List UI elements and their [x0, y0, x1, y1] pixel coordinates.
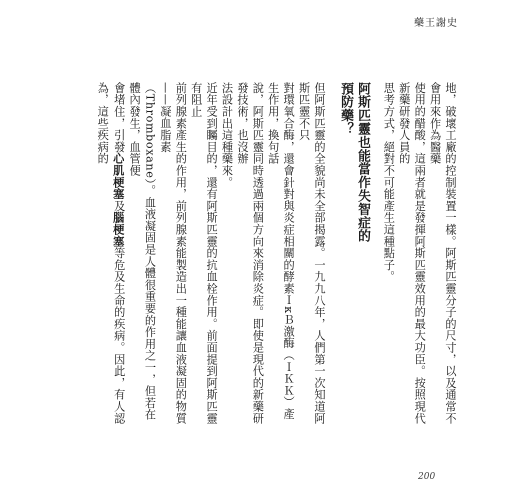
section-heading-line: 預防藥？ [337, 82, 353, 136]
text-column: 前列腺素產生的作用，前列腺素能製造出一種能讓血液凝固的物質——凝血脂素 [158, 82, 188, 425]
text-column: 思考方式，絕對不可能產生這種點子。 [382, 82, 396, 283]
text-column: （Thromboxane）。血液凝固是人體很重要的作用之一，但若在體內發生，血管便 [128, 82, 157, 421]
text-column: 近年受到矚目的，還有阿斯匹靈的抗血栓作用。前面提到阿斯匹靈有阻止 [189, 82, 219, 425]
text-column-last [95, 82, 127, 428]
bold-term-cerebral-infarction: 腦梗塞 [111, 211, 126, 248]
section-heading [337, 82, 371, 428]
vertical-text-block [58, 82, 458, 428]
text-column: 說，阿斯匹靈同時透過兩個方向來消除炎症。即使是現代的新藥研發技術，也沒辦 [235, 82, 265, 425]
text-column: 但阿斯匹靈的全貌尚未全部揭露。一九九八年，人們第一次知道阿斯匹靈不只 [297, 82, 326, 425]
text-column: 地，破壞工廠的控制裝置一樣。阿斯匹靈分子的尺寸，以及通常不會用來作為醫藥 [428, 82, 457, 425]
text-column: 對環氧合酶，還會針對與炎症相關的酵素ＩκＢ激酶（ＩＫＫ）產生作用，換句話 [266, 82, 296, 420]
text-run: 及 [112, 200, 126, 212]
text-column: 法設計出這種藥來。 [220, 82, 234, 189]
section-heading-line: 阿斯匹靈也能當作失智症的 [354, 82, 370, 243]
text-run: 等危及生命的疾病。因此，有人認為，這些疾病的 [96, 82, 126, 425]
text-run: 會堵住，引發 [112, 82, 126, 153]
running-head: 藥王謝史 [414, 18, 458, 29]
text-column: 使用的醋酸，這兩者就是發揮阿斯匹靈效用的最大功臣。按照現代新藥研發人員的 [397, 82, 427, 425]
page-number: 200 [418, 472, 436, 482]
bold-term-myocardial-infarction: 心肌梗塞 [111, 152, 126, 201]
